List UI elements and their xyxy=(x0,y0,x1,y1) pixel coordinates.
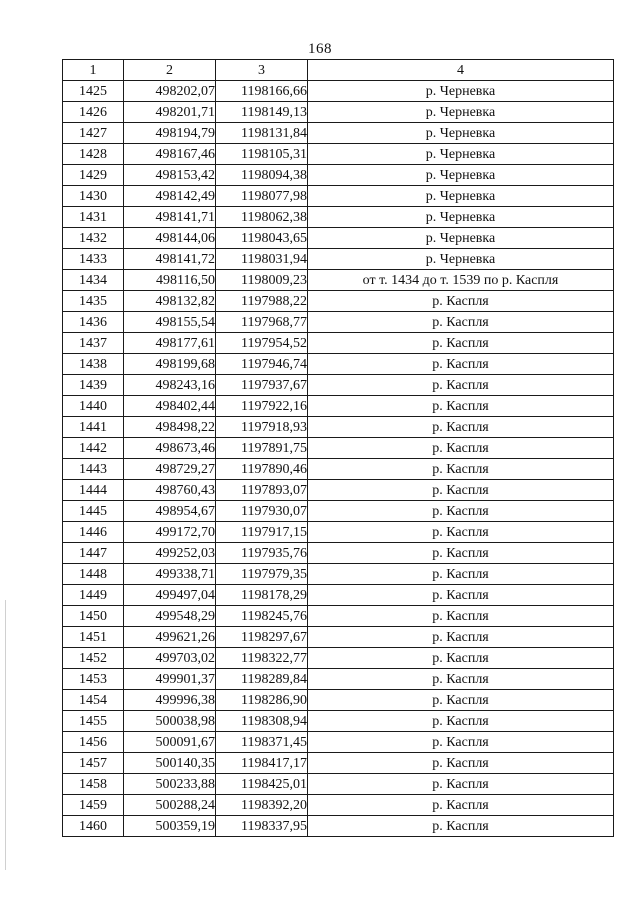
point-number-cell: 1454 xyxy=(63,690,124,711)
y-coordinate-cell: 1198286,90 xyxy=(216,690,308,711)
x-coordinate-cell: 498194,79 xyxy=(124,123,216,144)
description-cell: р. Каспля xyxy=(308,417,614,438)
y-coordinate-cell: 1198178,29 xyxy=(216,585,308,606)
description-cell: р. Каспля xyxy=(308,711,614,732)
y-coordinate-cell: 1197968,77 xyxy=(216,312,308,333)
point-number-cell: 1447 xyxy=(63,543,124,564)
y-coordinate-cell: 1198166,66 xyxy=(216,81,308,102)
y-coordinate-cell: 1197893,07 xyxy=(216,480,308,501)
table-row xyxy=(63,312,614,333)
y-coordinate-cell: 1198371,45 xyxy=(216,732,308,753)
table-row xyxy=(63,438,614,459)
description-cell: от т. 1434 до т. 1539 по р. Каспля xyxy=(308,270,614,291)
x-coordinate-cell: 498199,68 xyxy=(124,354,216,375)
x-coordinate-cell: 498153,42 xyxy=(124,165,216,186)
description-cell: р. Каспля xyxy=(308,459,614,480)
x-coordinate-cell: 500038,98 xyxy=(124,711,216,732)
description-cell: р. Каспля xyxy=(308,585,614,606)
point-number-cell: 1450 xyxy=(63,606,124,627)
x-coordinate-cell: 498144,06 xyxy=(124,228,216,249)
y-coordinate-cell: 1197979,35 xyxy=(216,564,308,585)
x-coordinate-cell: 498243,16 xyxy=(124,375,216,396)
description-cell: р. Каспля xyxy=(308,375,614,396)
y-coordinate-cell: 1198337,95 xyxy=(216,816,308,837)
table-row xyxy=(63,480,614,501)
header-row xyxy=(63,60,614,81)
description-cell: р. Каспля xyxy=(308,564,614,585)
x-coordinate-cell: 499172,70 xyxy=(124,522,216,543)
description-cell: р. Каспля xyxy=(308,690,614,711)
point-number-cell: 1453 xyxy=(63,669,124,690)
table-row xyxy=(63,648,614,669)
point-number-cell: 1457 xyxy=(63,753,124,774)
table-row xyxy=(63,543,614,564)
point-number-cell: 1449 xyxy=(63,585,124,606)
x-coordinate-cell: 498177,61 xyxy=(124,333,216,354)
point-number-cell: 1444 xyxy=(63,480,124,501)
x-coordinate-cell: 499338,71 xyxy=(124,564,216,585)
point-number-cell: 1448 xyxy=(63,564,124,585)
page-number: 168 xyxy=(308,41,332,57)
description-cell: р. Каспля xyxy=(308,438,614,459)
description-cell: р. Черневка xyxy=(308,123,614,144)
description-cell: р. Каспля xyxy=(308,648,614,669)
table-row xyxy=(63,228,614,249)
description-cell: р. Каспля xyxy=(308,291,614,312)
table-row xyxy=(63,333,614,354)
point-number-cell: 1442 xyxy=(63,438,124,459)
x-coordinate-cell: 498141,71 xyxy=(124,207,216,228)
point-number-cell: 1443 xyxy=(63,459,124,480)
x-coordinate-cell: 498673,46 xyxy=(124,438,216,459)
table-body xyxy=(63,81,614,837)
y-coordinate-cell: 1197946,74 xyxy=(216,354,308,375)
table-row xyxy=(63,753,614,774)
point-number-cell: 1427 xyxy=(63,123,124,144)
description-cell: р. Каспля xyxy=(308,480,614,501)
table-row xyxy=(63,627,614,648)
table-row xyxy=(63,501,614,522)
table-row xyxy=(63,249,614,270)
y-coordinate-cell: 1197918,93 xyxy=(216,417,308,438)
table-row xyxy=(63,585,614,606)
table-row xyxy=(63,270,614,291)
x-coordinate-cell: 500359,19 xyxy=(124,816,216,837)
y-coordinate-cell: 1198322,77 xyxy=(216,648,308,669)
description-cell: р. Каспля xyxy=(308,543,614,564)
y-coordinate-cell: 1198077,98 xyxy=(216,186,308,207)
point-number-cell: 1425 xyxy=(63,81,124,102)
header-col-1: 1 xyxy=(63,60,124,81)
x-coordinate-cell: 499901,37 xyxy=(124,669,216,690)
x-coordinate-cell: 498167,46 xyxy=(124,144,216,165)
description-cell: р. Черневка xyxy=(308,207,614,228)
description-cell: р. Черневка xyxy=(308,81,614,102)
y-coordinate-cell: 1198417,17 xyxy=(216,753,308,774)
y-coordinate-cell: 1197917,15 xyxy=(216,522,308,543)
table-row xyxy=(63,774,614,795)
y-coordinate-cell: 1197988,22 xyxy=(216,291,308,312)
description-cell: р. Каспля xyxy=(308,501,614,522)
x-coordinate-cell: 499497,04 xyxy=(124,585,216,606)
header-col-4: 4 xyxy=(308,60,614,81)
point-number-cell: 1428 xyxy=(63,144,124,165)
description-cell: р. Каспля xyxy=(308,522,614,543)
point-number-cell: 1435 xyxy=(63,291,124,312)
table-row xyxy=(63,690,614,711)
point-number-cell: 1456 xyxy=(63,732,124,753)
x-coordinate-cell: 498760,43 xyxy=(124,480,216,501)
y-coordinate-cell: 1197891,75 xyxy=(216,438,308,459)
y-coordinate-cell: 1198094,38 xyxy=(216,165,308,186)
point-number-cell: 1458 xyxy=(63,774,124,795)
y-coordinate-cell: 1197935,76 xyxy=(216,543,308,564)
point-number-cell: 1451 xyxy=(63,627,124,648)
header-col-2: 2 xyxy=(124,60,216,81)
point-number-cell: 1436 xyxy=(63,312,124,333)
description-cell: р. Каспля xyxy=(308,333,614,354)
description-cell: р. Каспля xyxy=(308,354,614,375)
point-number-cell: 1441 xyxy=(63,417,124,438)
description-cell: р. Каспля xyxy=(308,732,614,753)
point-number-cell: 1459 xyxy=(63,795,124,816)
description-cell: р. Каспля xyxy=(308,669,614,690)
y-coordinate-cell: 1198245,76 xyxy=(216,606,308,627)
point-number-cell: 1440 xyxy=(63,396,124,417)
y-coordinate-cell: 1198031,94 xyxy=(216,249,308,270)
y-coordinate-cell: 1197890,46 xyxy=(216,459,308,480)
table-row xyxy=(63,606,614,627)
y-coordinate-cell: 1197937,67 xyxy=(216,375,308,396)
x-coordinate-cell: 499252,03 xyxy=(124,543,216,564)
x-coordinate-cell: 499703,02 xyxy=(124,648,216,669)
y-coordinate-cell: 1198297,67 xyxy=(216,627,308,648)
y-coordinate-cell: 1198392,20 xyxy=(216,795,308,816)
y-coordinate-cell: 1198425,01 xyxy=(216,774,308,795)
y-coordinate-cell: 1198289,84 xyxy=(216,669,308,690)
description-cell: р. Каспля xyxy=(308,795,614,816)
header-col-3: 3 xyxy=(216,60,308,81)
table-row xyxy=(63,795,614,816)
point-number-cell: 1426 xyxy=(63,102,124,123)
table-row xyxy=(63,564,614,585)
point-number-cell: 1445 xyxy=(63,501,124,522)
point-number-cell: 1429 xyxy=(63,165,124,186)
x-coordinate-cell: 498132,82 xyxy=(124,291,216,312)
x-coordinate-cell: 499548,29 xyxy=(124,606,216,627)
y-coordinate-cell: 1198062,38 xyxy=(216,207,308,228)
y-coordinate-cell: 1198131,84 xyxy=(216,123,308,144)
point-number-cell: 1430 xyxy=(63,186,124,207)
table-row xyxy=(63,669,614,690)
description-cell: р. Каспля xyxy=(308,606,614,627)
x-coordinate-cell: 499621,26 xyxy=(124,627,216,648)
description-cell: р. Каспля xyxy=(308,816,614,837)
y-coordinate-cell: 1198043,65 xyxy=(216,228,308,249)
point-number-cell: 1438 xyxy=(63,354,124,375)
table-row xyxy=(63,81,614,102)
y-coordinate-cell: 1198308,94 xyxy=(216,711,308,732)
table-row xyxy=(63,711,614,732)
description-cell: р. Черневка xyxy=(308,165,614,186)
x-coordinate-cell: 498498,22 xyxy=(124,417,216,438)
point-number-cell: 1433 xyxy=(63,249,124,270)
point-number-cell: 1455 xyxy=(63,711,124,732)
description-cell: р. Каспля xyxy=(308,774,614,795)
table-row xyxy=(63,354,614,375)
description-cell: р. Черневка xyxy=(308,144,614,165)
x-coordinate-cell: 498155,54 xyxy=(124,312,216,333)
table-row xyxy=(63,816,614,837)
description-cell: р. Черневка xyxy=(308,228,614,249)
description-cell: р. Черневка xyxy=(308,249,614,270)
table-header xyxy=(63,60,614,81)
table-row xyxy=(63,732,614,753)
table-row xyxy=(63,123,614,144)
x-coordinate-cell: 498116,50 xyxy=(124,270,216,291)
x-coordinate-cell: 498201,71 xyxy=(124,102,216,123)
description-cell: р. Каспля xyxy=(308,312,614,333)
table-row xyxy=(63,165,614,186)
description-cell: р. Каспля xyxy=(308,753,614,774)
x-coordinate-cell: 500140,35 xyxy=(124,753,216,774)
description-cell: р. Каспля xyxy=(308,396,614,417)
table-row xyxy=(63,417,614,438)
table-row xyxy=(63,144,614,165)
x-coordinate-cell: 499996,38 xyxy=(124,690,216,711)
x-coordinate-cell: 498954,67 xyxy=(124,501,216,522)
x-coordinate-cell: 498141,72 xyxy=(124,249,216,270)
scan-edge-line xyxy=(5,600,6,870)
table-row xyxy=(63,396,614,417)
point-number-cell: 1431 xyxy=(63,207,124,228)
table-row xyxy=(63,375,614,396)
description-cell: р. Черневка xyxy=(308,102,614,123)
y-coordinate-cell: 1197922,16 xyxy=(216,396,308,417)
y-coordinate-cell: 1197954,52 xyxy=(216,333,308,354)
point-number-cell: 1432 xyxy=(63,228,124,249)
y-coordinate-cell: 1198149,13 xyxy=(216,102,308,123)
x-coordinate-cell: 498729,27 xyxy=(124,459,216,480)
point-number-cell: 1452 xyxy=(63,648,124,669)
y-coordinate-cell: 1198009,23 xyxy=(216,270,308,291)
coordinates-table xyxy=(62,59,614,837)
y-coordinate-cell: 1197930,07 xyxy=(216,501,308,522)
description-cell: р. Каспля xyxy=(308,627,614,648)
table-row xyxy=(63,459,614,480)
x-coordinate-cell: 498202,07 xyxy=(124,81,216,102)
table-row xyxy=(63,291,614,312)
point-number-cell: 1437 xyxy=(63,333,124,354)
x-coordinate-cell: 498402,44 xyxy=(124,396,216,417)
table-row xyxy=(63,102,614,123)
point-number-cell: 1439 xyxy=(63,375,124,396)
x-coordinate-cell: 500288,24 xyxy=(124,795,216,816)
description-cell: р. Черневка xyxy=(308,186,614,207)
point-number-cell: 1460 xyxy=(63,816,124,837)
point-number-cell: 1446 xyxy=(63,522,124,543)
point-number-cell: 1434 xyxy=(63,270,124,291)
x-coordinate-cell: 498142,49 xyxy=(124,186,216,207)
x-coordinate-cell: 500233,88 xyxy=(124,774,216,795)
table-row xyxy=(63,207,614,228)
table-row xyxy=(63,186,614,207)
table-row xyxy=(63,522,614,543)
y-coordinate-cell: 1198105,31 xyxy=(216,144,308,165)
x-coordinate-cell: 500091,67 xyxy=(124,732,216,753)
